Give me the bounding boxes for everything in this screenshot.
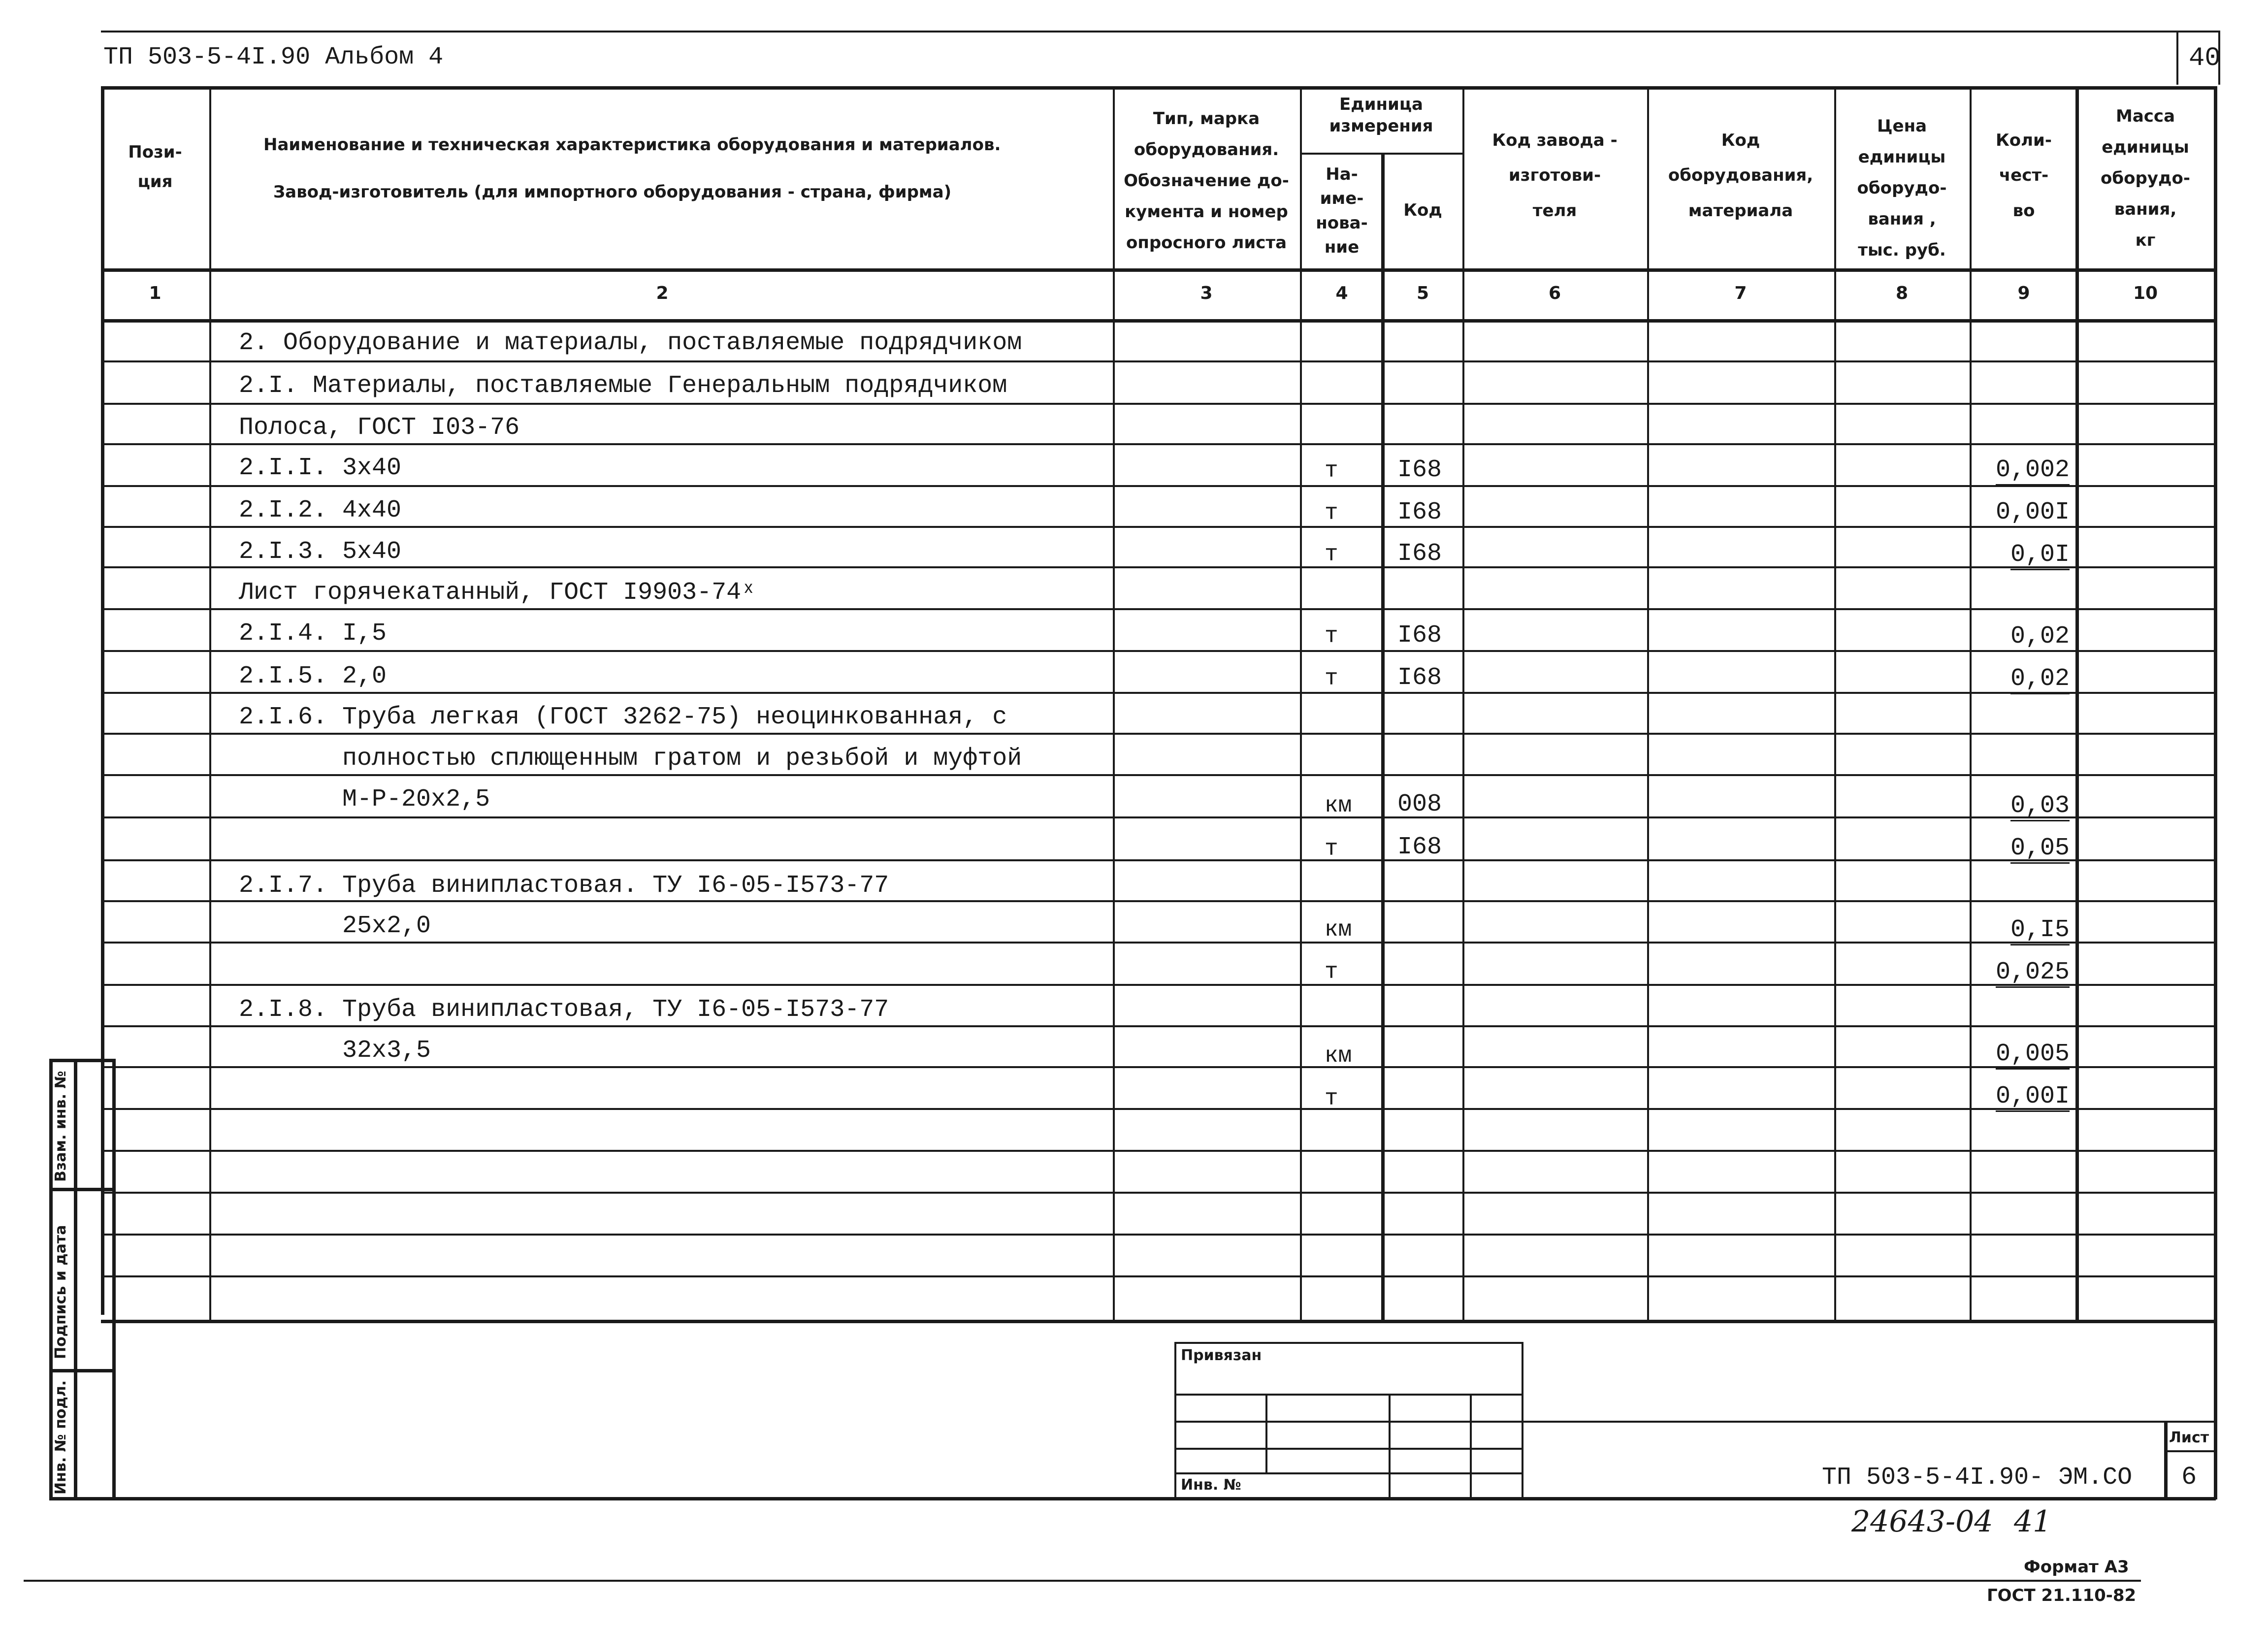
side-label-podpis: Подпись и дата: [52, 1225, 69, 1359]
table-row: М-Р-20х2,5: [239, 785, 490, 814]
top-title: ТП 503-5-4I.90 Альбом 4: [103, 43, 444, 71]
unit-cell: км: [1325, 917, 1352, 943]
col-number: 7: [1734, 283, 1747, 303]
side-label-inv-podl: Инв. № подл.: [52, 1380, 69, 1495]
table-row: 25х2,0: [239, 912, 431, 940]
table-row: 2. Оборудование и материалы, поставляемые подрядчиком: [239, 329, 1022, 357]
code-cell: I68: [1397, 664, 1442, 692]
code-cell: I68: [1397, 540, 1442, 568]
sheet-number: 6: [2181, 1463, 2197, 1492]
code-cell: I68: [1397, 833, 1442, 861]
table-row: Полоса, ГОСТ I03-76: [239, 414, 520, 442]
unit-cell: т: [1325, 542, 1338, 567]
header-c5: Код: [1403, 200, 1442, 220]
qty-cell: 0,0I: [1971, 541, 2070, 569]
header-c9: Коли- чест- во: [1996, 130, 2052, 221]
unit-cell: т: [1325, 959, 1338, 985]
table-row: 2.I. Материалы, поставляемые Генеральным подрядчиком: [239, 372, 1007, 400]
unit-cell: т: [1325, 623, 1338, 649]
code-cell: 008: [1397, 790, 1442, 818]
header-c7: Код оборудования, материала: [1668, 130, 1814, 221]
handwritten-page: 41: [2014, 1504, 2052, 1539]
unit-cell: т: [1325, 1086, 1338, 1111]
col-number: 8: [1895, 283, 1909, 303]
table-row: 2.I.3. 5х40: [239, 538, 402, 566]
sheet-label: Лист: [2169, 1429, 2209, 1446]
page-number: 40: [2189, 43, 2221, 73]
unit-cell: т: [1325, 458, 1338, 484]
qty-cell: 0,05: [1971, 834, 2070, 862]
privyazan-label: Привязан: [1181, 1347, 1262, 1364]
qty-cell: 0,00I: [1971, 498, 2070, 526]
table-row: Лист горячекатанный, ГОСТ I9903-74ˣ: [239, 579, 756, 607]
col-number: 1: [149, 283, 162, 303]
code-cell: I68: [1397, 498, 1442, 526]
col-number: 6: [1548, 283, 1561, 303]
qty-cell: 0,02: [1971, 622, 2070, 651]
col-number: 4: [1335, 283, 1348, 303]
qty-cell: 0,005: [1971, 1040, 2070, 1068]
format-label: Формат А3: [2024, 1557, 2129, 1577]
table-row: 2.I.4. I,5: [239, 619, 387, 648]
side-label-vzam: Взам. инв. №: [52, 1071, 69, 1182]
qty-cell: 0,02: [1971, 665, 2070, 693]
table-row: 2.I.6. Труба легкая (ГОСТ 3262-75) неоцинкованная, с: [239, 703, 1007, 731]
qty-cell: 0,00I: [1971, 1082, 2070, 1110]
gost-label: ГОСТ 21.110-82: [1987, 1586, 2137, 1605]
col-number: 5: [1416, 283, 1429, 303]
header-c10: Масса единицы оборудо- вания, кг: [2101, 106, 2190, 250]
header-c3: Тип, марка оборудования. Обозначение до- кумента и номер опросного листа: [1124, 109, 1289, 253]
header-unit-group: Единица измерения: [1329, 95, 1433, 136]
col-number: 10: [2133, 283, 2158, 303]
code-cell: I68: [1397, 621, 1442, 650]
table-row: 2.I.7. Труба винипластовая. ТУ I6-05-I573-77: [239, 872, 889, 900]
table-row: 2.I.2. 4х40: [239, 496, 402, 524]
code-cell: I68: [1397, 456, 1442, 484]
header-c6: Код завода - изготови- теля: [1492, 130, 1618, 221]
table-row: 2.I.I. 3х40: [239, 454, 402, 482]
col-number: 3: [1200, 283, 1213, 303]
document-code: ТП 503-5-4I.90- ЭМ.СО: [1822, 1464, 2133, 1492]
table-row: 2.I.8. Труба винипластовая, ТУ I6-05-I573-77: [239, 996, 889, 1024]
col-number: 2: [656, 283, 669, 303]
unit-cell: км: [1325, 1043, 1352, 1069]
header-c4: На- име- нова- ние: [1316, 164, 1368, 257]
qty-cell: 0,002: [1971, 456, 2070, 484]
inv-number-label: Инв. №: [1181, 1476, 1241, 1494]
table-row: полностью сплющенным гратом и резьбой и муфтой: [239, 745, 1022, 773]
table-row: 2.I.5. 2,0: [239, 662, 387, 690]
table-row: 32х3,5: [239, 1037, 431, 1065]
header-c1: Пози- ция: [128, 142, 182, 192]
header-c2: Наименование и техническая характеристика оборудования и материалов. Завод-изготовитель (для импортного оборудования - страна, фирма): [263, 135, 1001, 202]
handwritten-number: 24643-04: [1851, 1504, 1993, 1539]
qty-cell: 0,I5: [1971, 916, 2070, 944]
unit-cell: т: [1325, 836, 1338, 862]
col-number: 9: [2017, 283, 2030, 303]
unit-cell: т: [1325, 500, 1338, 526]
unit-cell: т: [1325, 666, 1338, 691]
qty-cell: 0,03: [1971, 792, 2070, 820]
header-c8: Цена единицы оборудо- вания , тыс. руб.: [1857, 116, 1947, 260]
qty-cell: 0,025: [1971, 958, 2070, 986]
unit-cell: км: [1325, 793, 1352, 818]
